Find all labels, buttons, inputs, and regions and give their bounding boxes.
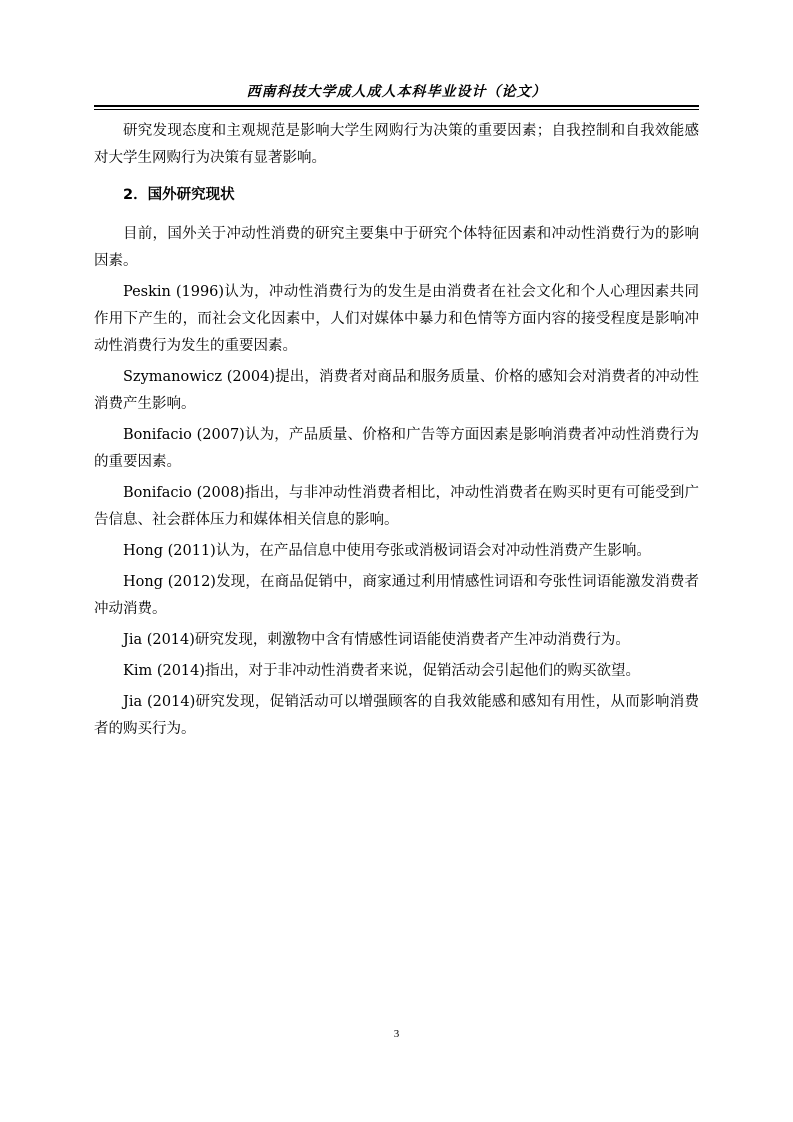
page-header-title: 西南科技大学成人成人本科毕业设计（论文） [246,84,547,100]
paragraph: Bonifacio (2007)认为，产品质量、价格和广告等方面因素是影响消费者冲动性消费行为的重要因素。 [94,427,699,470]
paragraph: Hong (2012)发现，在商品促销中，商家通过利用情感性词语和夸张性词语能激发消费者冲动消费。 [94,574,699,617]
page-number: 3 [393,1028,400,1040]
paragraph: Jia (2014)研究发现，刺激物中含有情感性词语能使消费者产生冲动消费行为。 [123,632,630,648]
header-rule-thick [94,105,699,107]
paragraph: Peskin (1996)认为，冲动性消费行为的发生是由消费者在社会文化和个人心理因素共同作用下产生的，而社会文化因素中，人们对媒体中暴力和色情等方面内容的接受程度是影响冲动性消费行为发生的重要因素。 [94,284,699,354]
paragraph: Hong (2011)认为，在产品信息中使用夸张或消极词语会对冲动性消费产生影响。 [123,543,651,559]
paragraph: Jia (2014)研究发现，促销活动可以增强顾客的自我效能感和感知有用性，从而影响消费者的购买行为。 [94,694,699,737]
body-content [94,118,699,747]
paragraph: Szymanowicz (2004)提出，消费者对商品和服务质量、价格的感知会对消费者的冲动性消费产生影响。 [94,369,699,412]
header-rule-thin [94,109,699,110]
intro-paragraph: 研究发现态度和主观规范是影响大学生网购行为决策的重要因素；自我控制和自我效能感对大学生网购行为决策有显著影响。 [94,123,699,166]
paragraph: Bonifacio (2008)指出，与非冲动性消费者相比，冲动性消费者在购买时更有可能受到广告信息、社会群体压力和媒体相关信息的影响。 [94,485,699,528]
section-heading: 2．国外研究现状 [123,187,235,203]
paragraph: 目前，国外关于冲动性消费的研究主要集中于研究个体特征因素和冲动性消费行为的影响因素。 [94,226,699,269]
paragraph: Kim (2014)指出，对于非冲动性消费者来说，促销活动会引起他们的购买欲望。 [123,663,641,679]
